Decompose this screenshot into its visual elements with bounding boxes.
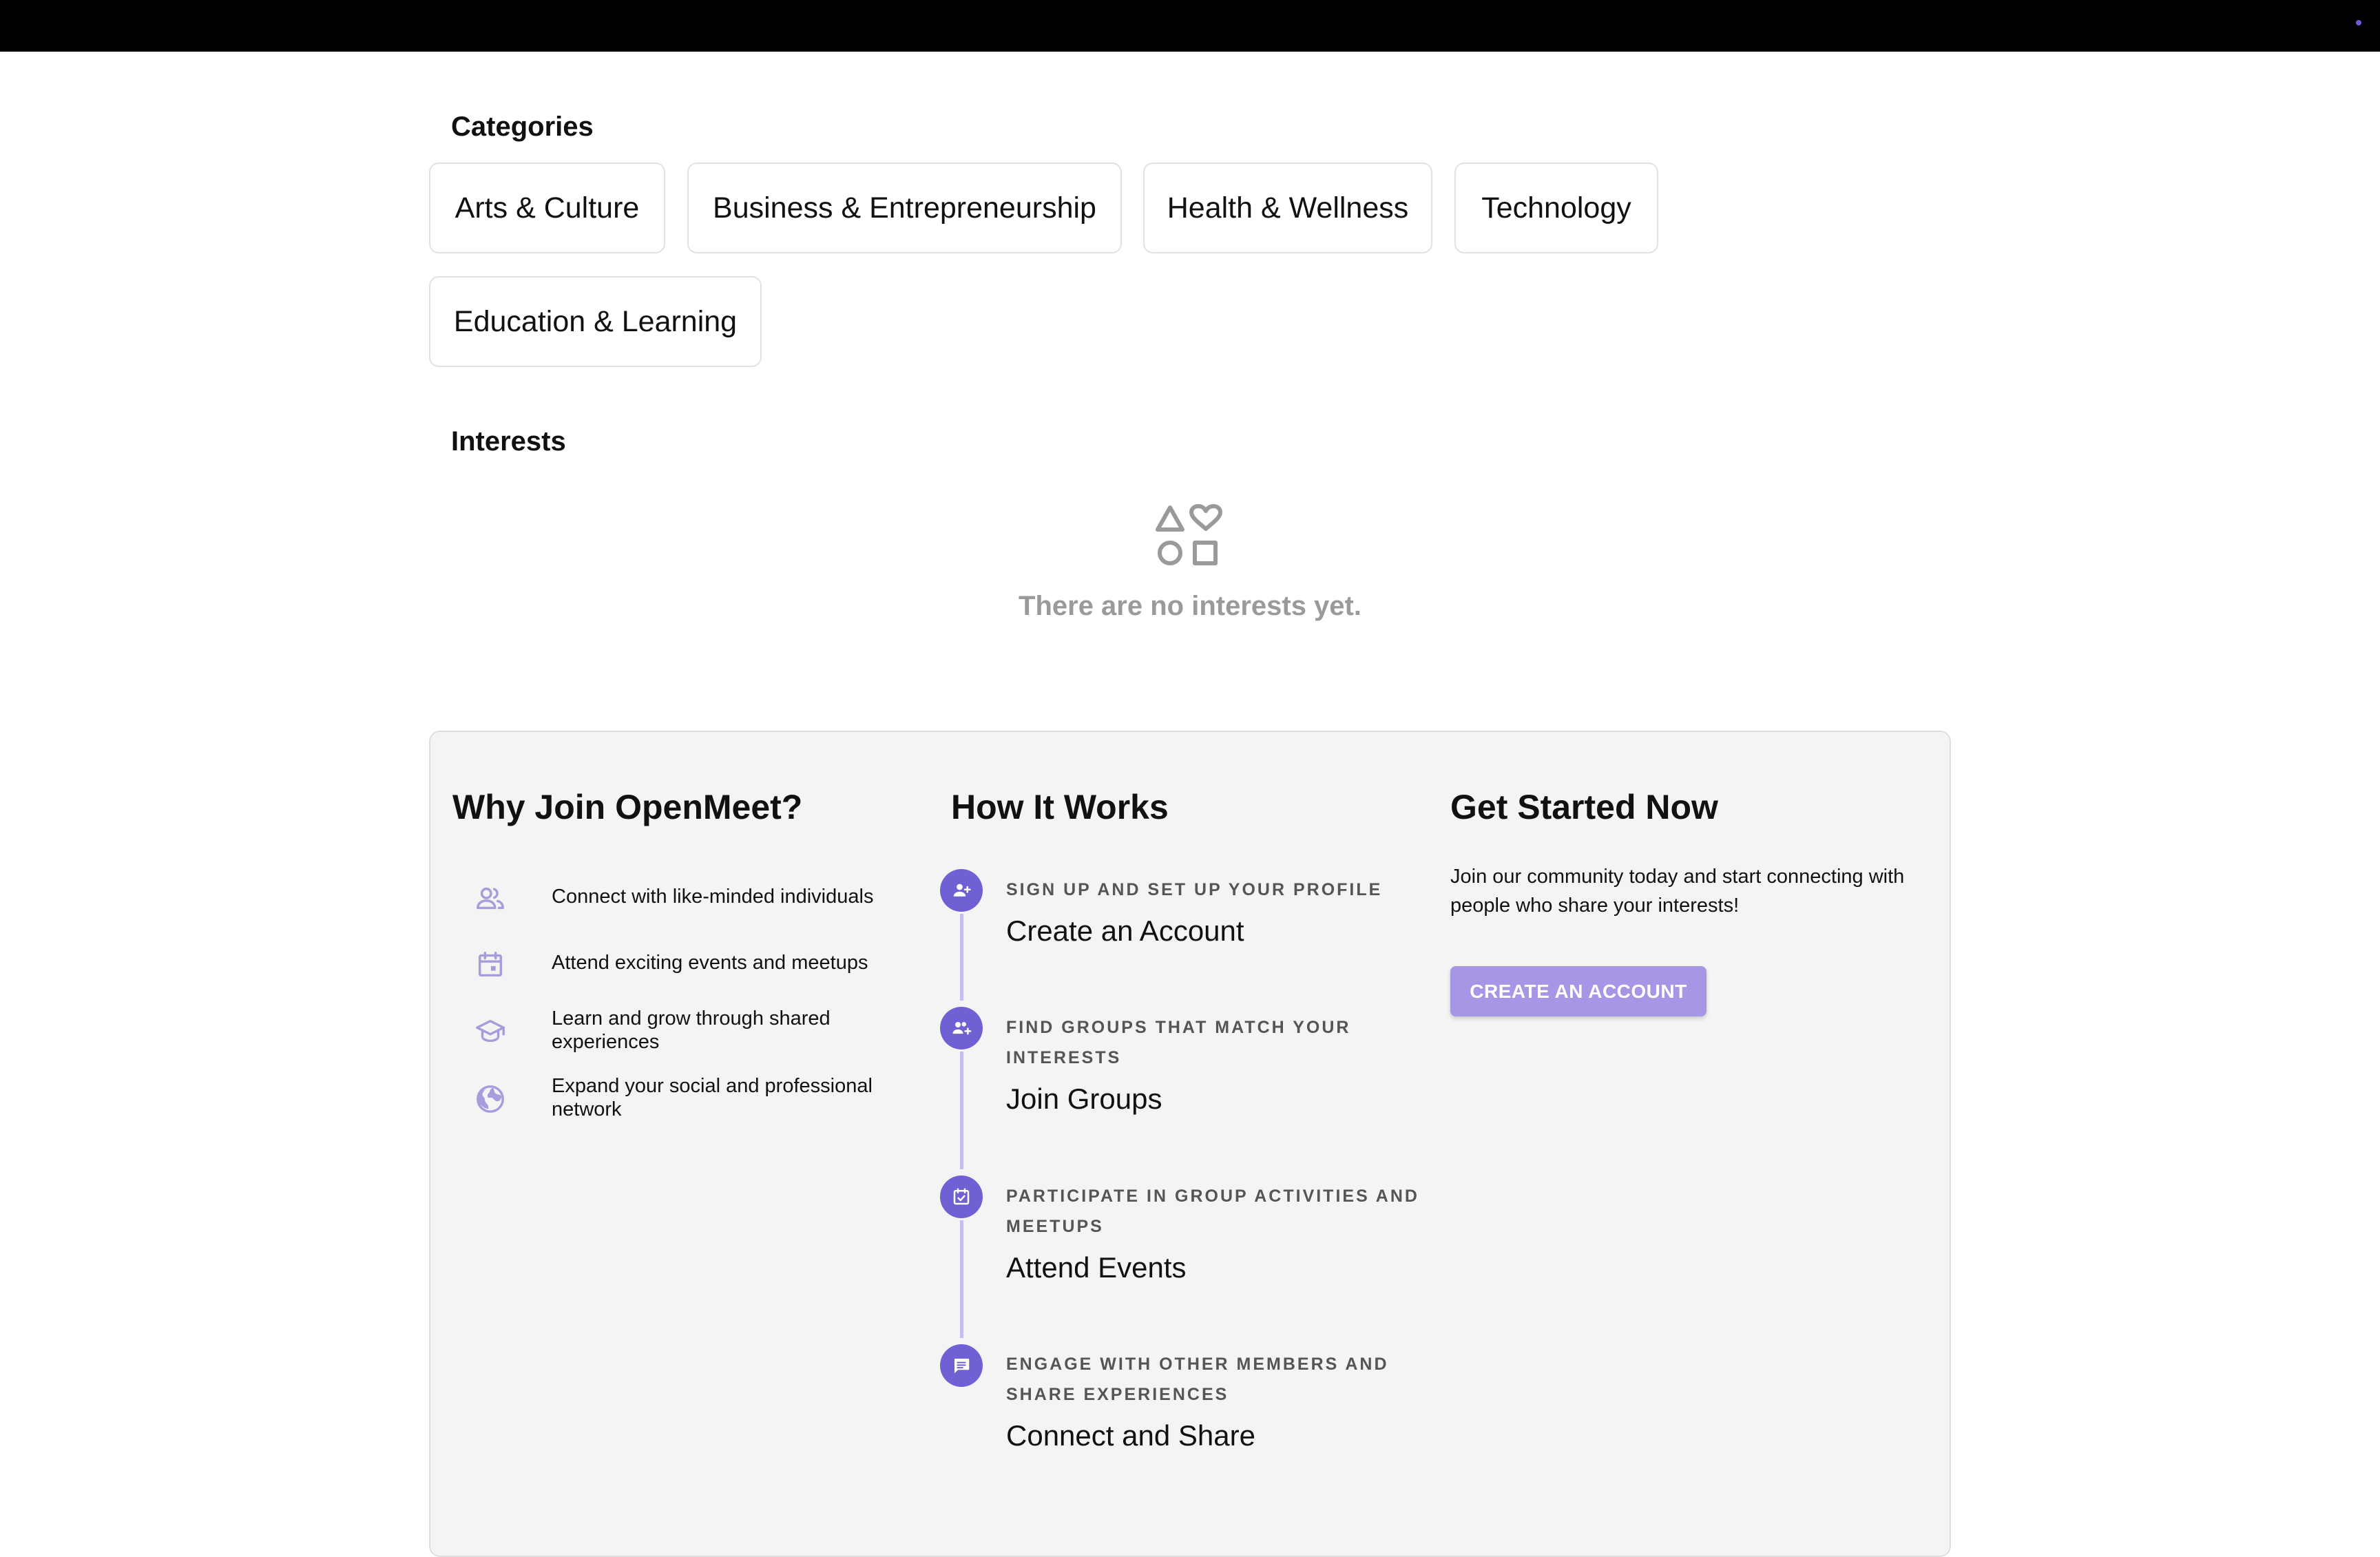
category-chip-label: Education & Learning [453, 304, 738, 338]
globe-icon [474, 1083, 506, 1115]
category-chip-label: Arts & Culture [455, 191, 640, 224]
step-kicker: ENGAGE WITH OTHER MEMBERS AND SHARE EXPERIENCES [1006, 1355, 1389, 1404]
create-account-button[interactable]: CREATE AN ACCOUNT [1450, 966, 1706, 1016]
category-chip-label: Technology [1481, 191, 1631, 224]
category-chip-education[interactable] [429, 276, 762, 367]
step-marker [940, 1344, 983, 1387]
shapes-icon [1154, 504, 1224, 569]
categories-heading: Categories [451, 112, 594, 142]
step-marker [940, 1007, 983, 1049]
group-add-icon [951, 1018, 972, 1038]
chat-icon [951, 1355, 972, 1376]
category-chip-technology[interactable] [1454, 163, 1658, 253]
step-marker [940, 1175, 983, 1218]
graduation-cap-icon [474, 1016, 506, 1047]
get-started-text: Join our community today and start connecting with people who share your interests! [1450, 866, 1905, 917]
benefit-text: Connect with like-minded individuals [552, 886, 874, 908]
calendar-icon [474, 949, 506, 981]
category-chip-health[interactable] [1143, 163, 1432, 253]
step-title: Connect and Share [1006, 1419, 1255, 1452]
get-started-heading: Get Started Now [1450, 788, 1718, 826]
interests-heading: Interests [451, 426, 566, 457]
top-bar [0, 0, 2380, 52]
why-join-heading: Why Join OpenMeet? [452, 788, 803, 826]
user-plus-icon [951, 880, 972, 901]
timeline-connector [960, 1052, 963, 1169]
event-check-icon [951, 1187, 972, 1207]
step-kicker: FIND GROUPS THAT MATCH YOUR INTERESTS [1006, 1018, 1351, 1067]
interests-empty-text: There are no interests yet. [1019, 591, 1361, 621]
users-icon [474, 883, 506, 915]
step-title: Attend Events [1006, 1251, 1187, 1284]
step-marker [940, 869, 983, 912]
benefit-text: Attend exciting events and meetups [552, 952, 868, 974]
step-kicker: SIGN UP AND SET UP YOUR PROFILE [1006, 880, 1383, 899]
step-title: Join Groups [1006, 1083, 1162, 1115]
step-kicker: PARTICIPATE IN GROUP ACTIVITIES AND MEETUPS [1006, 1187, 1419, 1236]
benefit-text: Expand your social and professional network [552, 1075, 873, 1120]
timeline-connector [960, 1220, 963, 1338]
status-dot [2356, 20, 2361, 25]
benefit-text: Learn and grow through shared experiences [552, 1007, 831, 1053]
category-chip-label: Health & Wellness [1167, 191, 1409, 224]
how-it-works-heading: How It Works [951, 788, 1169, 826]
timeline-connector [960, 914, 963, 1001]
category-chip-label: Business & Entrepreneurship [713, 191, 1096, 224]
category-chip-arts-culture[interactable] [429, 163, 665, 253]
step-title: Create an Account [1006, 915, 1244, 947]
category-chip-business[interactable] [687, 163, 1122, 253]
